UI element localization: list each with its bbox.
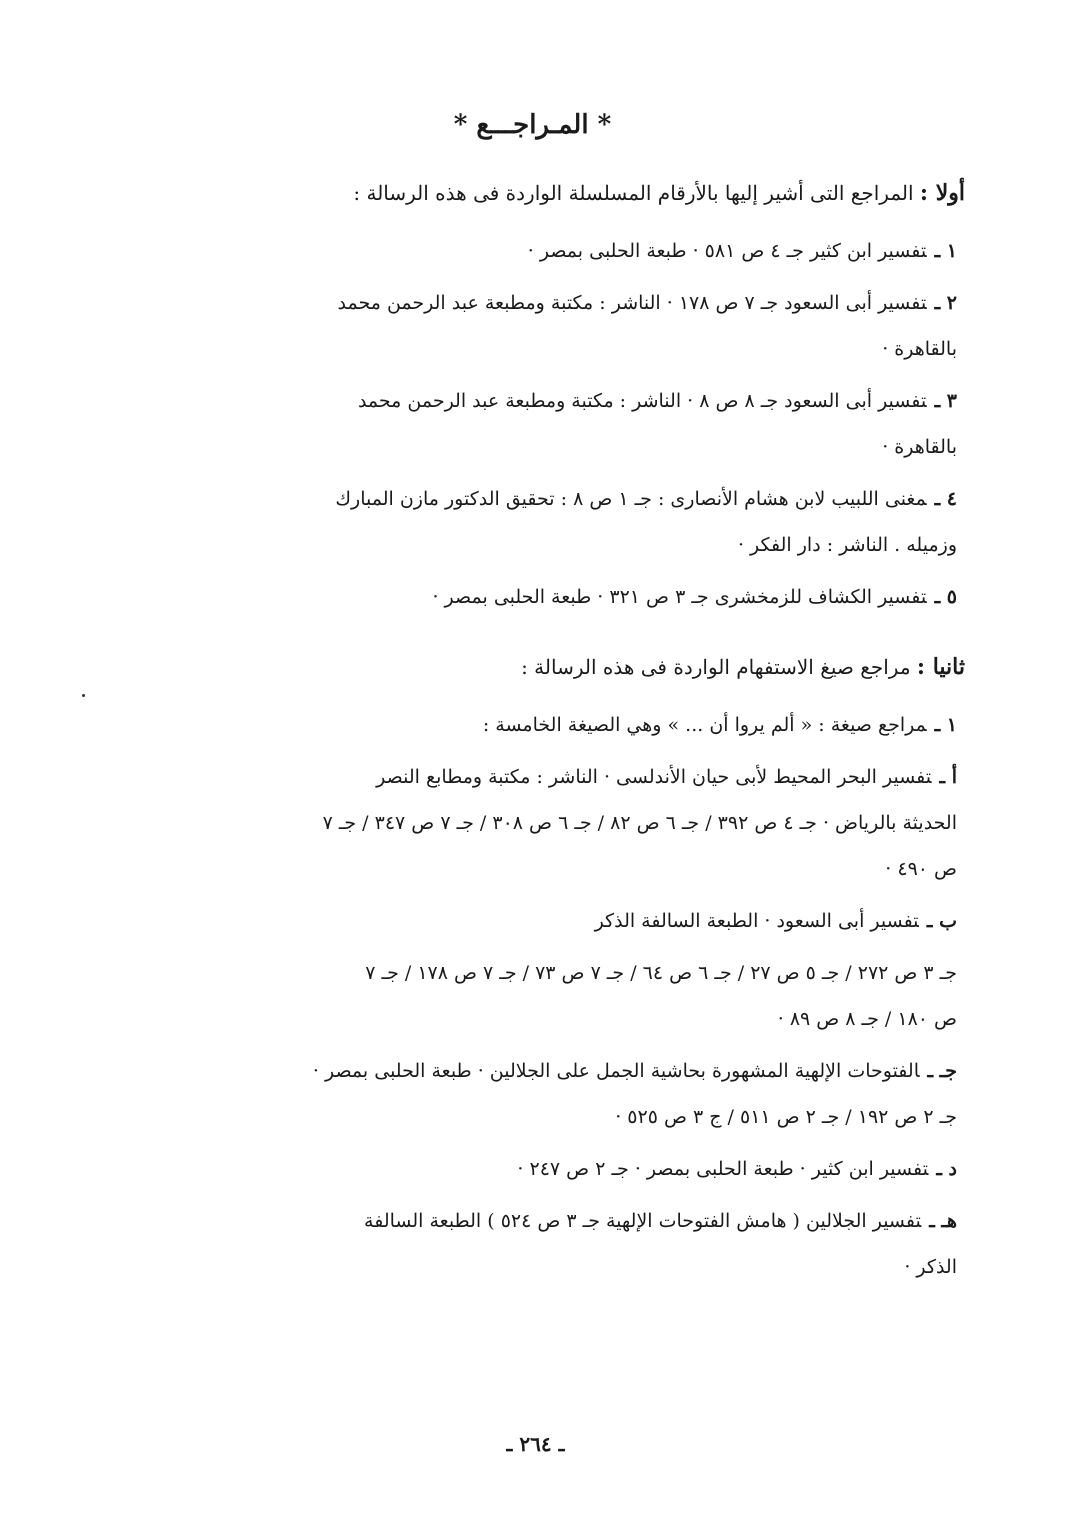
page-title: * المـراجـــع * xyxy=(453,110,612,140)
reference-number: جـ ـ xyxy=(927,1060,957,1082)
reference-entry xyxy=(100,898,965,944)
reference-entry xyxy=(100,1048,965,1140)
reference-entry xyxy=(100,476,965,568)
reference-number: د ـ xyxy=(936,1158,957,1180)
reference-number: هـ ـ xyxy=(929,1210,957,1232)
reference-number: ٤ ـ xyxy=(934,488,957,510)
reference-entry xyxy=(100,1198,965,1290)
section-text: المراجع التى أشير إليها بالأرقام المسلسلة الواردة فى هذه الرسالة : xyxy=(353,181,914,205)
reference-continuation: جـ ٢ ص ١٩٢ / جـ ٢ ص ٥١١ / ج ٣ ص ٥٢٥ · xyxy=(615,1106,957,1128)
reference-text: مغنى اللبيب لابن هشام الأنصارى : جـ ١ ص ٨ : تحقيق الدكتور مازن المبارك xyxy=(335,488,927,510)
reference-number: ٣ ـ xyxy=(934,390,957,412)
reference-list-first xyxy=(100,228,965,620)
reference-line xyxy=(100,898,957,944)
reference-entry xyxy=(100,280,965,372)
reference-line xyxy=(100,754,957,800)
reference-line xyxy=(100,228,957,274)
reference-continuation: بالقاهرة · xyxy=(882,436,957,458)
reference-list-second xyxy=(100,702,965,1290)
reference-line xyxy=(100,1146,957,1192)
reference-entry xyxy=(100,574,965,620)
reference-text: تفسير ابن كثير جـ ٤ ص ٥٨١ · طبعة الحلبى بمصر · xyxy=(527,240,927,262)
page-number: ـ ٢٦٤ ـ xyxy=(506,1432,565,1456)
reference-entry xyxy=(100,228,965,274)
reference-entry xyxy=(100,702,965,748)
stray-mark xyxy=(82,694,85,697)
reference-text: تفسير أبى السعود جـ ٧ ص ١٧٨ · الناشر : مكتبة ومطبعة عبد الرحمن محمد xyxy=(337,292,927,314)
reference-text: تفسير الكشاف للزمخشرى جـ ٣ ص ٣٢١ · طبعة الحلبى بمصر · xyxy=(432,586,927,608)
section-label: أولا : xyxy=(919,180,965,206)
reference-number: أ ـ xyxy=(939,766,957,788)
reference-continuation: بالقاهرة · xyxy=(882,338,957,360)
reference-line xyxy=(100,1198,957,1244)
reference-continuation: الحديثة بالرياض · جـ ٤ ص ٣٩٢ / جـ ٦ ص ٨٢ / جـ ٦ ص ٣٠٨ / جـ ٧ ص ٣٤٧ / جـ ٧ xyxy=(322,812,957,834)
reference-number: ب ـ xyxy=(926,910,957,932)
reference-number: ١ ـ xyxy=(934,714,957,736)
reference-line xyxy=(100,1048,957,1094)
reference-text: تفسير أبى السعود جـ ٨ ص ٨ · الناشر : مكتبة ومطبعة عبد الرحمن محمد xyxy=(357,390,927,412)
reference-number: ٥ ـ xyxy=(934,586,957,608)
reference-text: تفسير ابن كثير · طبعة الحلبى بمصر · جـ ٢ ص ٢٤٧ · xyxy=(517,1158,929,1180)
reference-number: ٢ ـ xyxy=(934,292,957,314)
reference-line xyxy=(100,378,957,424)
reference-text: مراجع صيغة : « ألم يروا أن ... » وهي الصيغة الخامسة : xyxy=(482,714,927,736)
reference-line xyxy=(100,950,957,996)
section-gap xyxy=(100,626,965,652)
reference-text: تفسير أبى السعود · الطبعة السالفة الذكر xyxy=(594,910,919,932)
reference-number: ١ ـ xyxy=(934,240,957,262)
reference-text: جـ ٣ ص ٢٧٢ / جـ ٥ ص ٢٧ / جـ ٦ ص ٦٤ / جـ ٧ ص ٧٣ / جـ ٧ ص ١٧٨ / جـ ٧ xyxy=(365,962,957,984)
section-text: مراجع صيغ الاستفهام الواردة فى هذه الرسالة : xyxy=(521,655,911,679)
section-heading-second xyxy=(100,652,965,682)
section-heading-first xyxy=(100,178,965,208)
reference-continuation: ص ١٨٠ / جـ ٨ ص ٨٩ · xyxy=(777,1008,957,1030)
section-label: ثانيا : xyxy=(916,654,965,680)
reference-line xyxy=(100,280,957,326)
reference-entry xyxy=(100,950,965,1042)
reference-text: تفسير الجلالين ( هامش الفتوحات الإلهية جـ ٣ ص ٥٢٤ ) الطبعة السالفة xyxy=(364,1210,922,1232)
reference-line xyxy=(100,574,957,620)
page-content xyxy=(100,110,965,1296)
reference-continuation: وزميله . الناشر : دار الفكر · xyxy=(737,534,957,556)
reference-line xyxy=(100,702,957,748)
reference-continuation: ص ٤٩٠ · xyxy=(885,858,957,880)
reference-entry xyxy=(100,378,965,470)
reference-line xyxy=(100,476,957,522)
reference-entry xyxy=(100,1146,965,1192)
reference-text: تفسير البحر المحيط لأبى حيان الأندلسى · الناشر : مكتبة ومطابع النصر xyxy=(376,766,932,788)
reference-text: الفتوحات الإلهية المشهورة بحاشية الجمل على الجلالين · طبعة الحلبى بمصر · xyxy=(312,1060,920,1082)
reference-entry xyxy=(100,754,965,892)
reference-continuation: الذكر · xyxy=(904,1256,957,1278)
